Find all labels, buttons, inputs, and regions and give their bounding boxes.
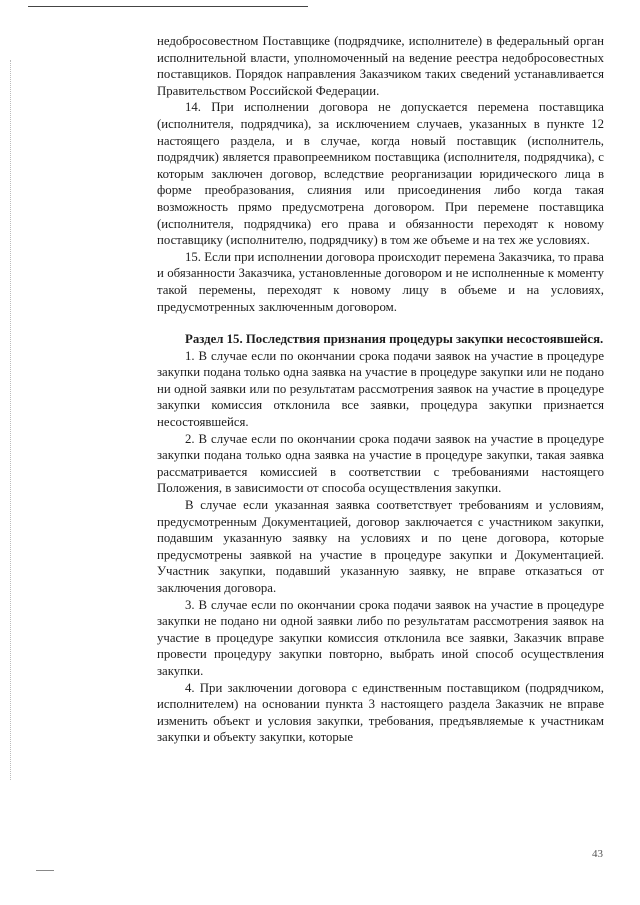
margin-mark bbox=[36, 870, 54, 871]
section-paragraph-1: 1. В случае если по окончании срока подачи заявок на участие в процедуре закупки подана только одна заявка на участие в процедуре закупки или не подано ни одной заявки или по результатам рассмотрения заявок на участие в процедуре закупки комиссия отклонила все заявки, процедура закупки признается несостоявшейся. bbox=[157, 348, 604, 430]
document-body bbox=[157, 33, 604, 746]
page-number: 43 bbox=[592, 848, 603, 860]
binding-edge bbox=[10, 60, 11, 780]
section-paragraph-2-cont: В случае если указанная заявка соответствует требованиям и условиям, предусмотренным Документацией, договор заключается с участником закупки, подавшим указанную заявку на условиях и по цене договора, которые предусмотрены заявкой на участие в процедуре закупки и Документацией. Участник закупки, подавший указанную заявку, не вправе отказаться от заключения договора. bbox=[157, 498, 604, 595]
paragraph-15: 15. Если при исполнении договора происходит перемена Заказчика, то права и обязанности Заказчика, установленные договором и не исполненные к моменту такой перемены, переходят к новому лицу в объеме и на условиях, предусмотренных заключенным договором. bbox=[157, 249, 604, 314]
top-rule bbox=[28, 6, 308, 7]
section-paragraph-3: 3. В случае если по окончании срока подачи заявок на участие в процедуре закупки не подано ни одной заявки либо по результатам рассмотрения заявок на участие в процедуре закупки комиссия отклонила все заявки, Заказчик вправе провести процедуру закупки повторно, выбрать иной способ осуществления закупки. bbox=[157, 597, 604, 678]
section-15-title: Раздел 15. Последствия признания процедуры закупки несостоявшейся. bbox=[185, 332, 604, 347]
section-paragraph-4: 4. При заключении договора с единственным поставщиком (подрядчиком, исполнителем) на основании пункта 3 настоящего раздела Заказчик не вправе изменить объект и условия закупки, требования, предъявляемые к участникам закупки и объекту закупки, которые bbox=[157, 680, 604, 745]
paragraph-continuation: недобросовестном Поставщике (подрядчике, исполнителе) в федеральный орган исполнительной власти, уполномоченный на ведение реестра недобросовестных поставщиков. Порядок направления Заказчиком таких сведений устанавливается Правительством Российской Федерации. bbox=[157, 34, 604, 98]
paragraph-14: 14. При исполнении договора не допускается перемена поставщика (исполнителя, подрядчика), за исключением случаев, указанных в пункте 12 настоящего раздела, и в случае, когда новый поставщик (исполнитель, подрядчик) является правопреемником поставщика (исполнителя, подрядчика), с которым заключен договор, вследствие реорганизации юридического лица в форме преобразования, слияния или присоединения либо когда такая возможность прямо предусмотрена договором. При перемене поставщика (исполнителя, подрядчика) его права и обязанности переходят к новому поставщику (исполнителю, подрядчику) в том же объеме и на тех же условиях. bbox=[157, 100, 604, 248]
section-paragraph-2: 2. В случае если по окончании срока подачи заявок на участие в процедуре закупки подана только одна заявка на участие в процедуре закупки, такая заявка рассматривается комиссией в соответствии с требованиями настоящего Положения, в зависимости от способа осуществления закупки. bbox=[157, 431, 604, 496]
